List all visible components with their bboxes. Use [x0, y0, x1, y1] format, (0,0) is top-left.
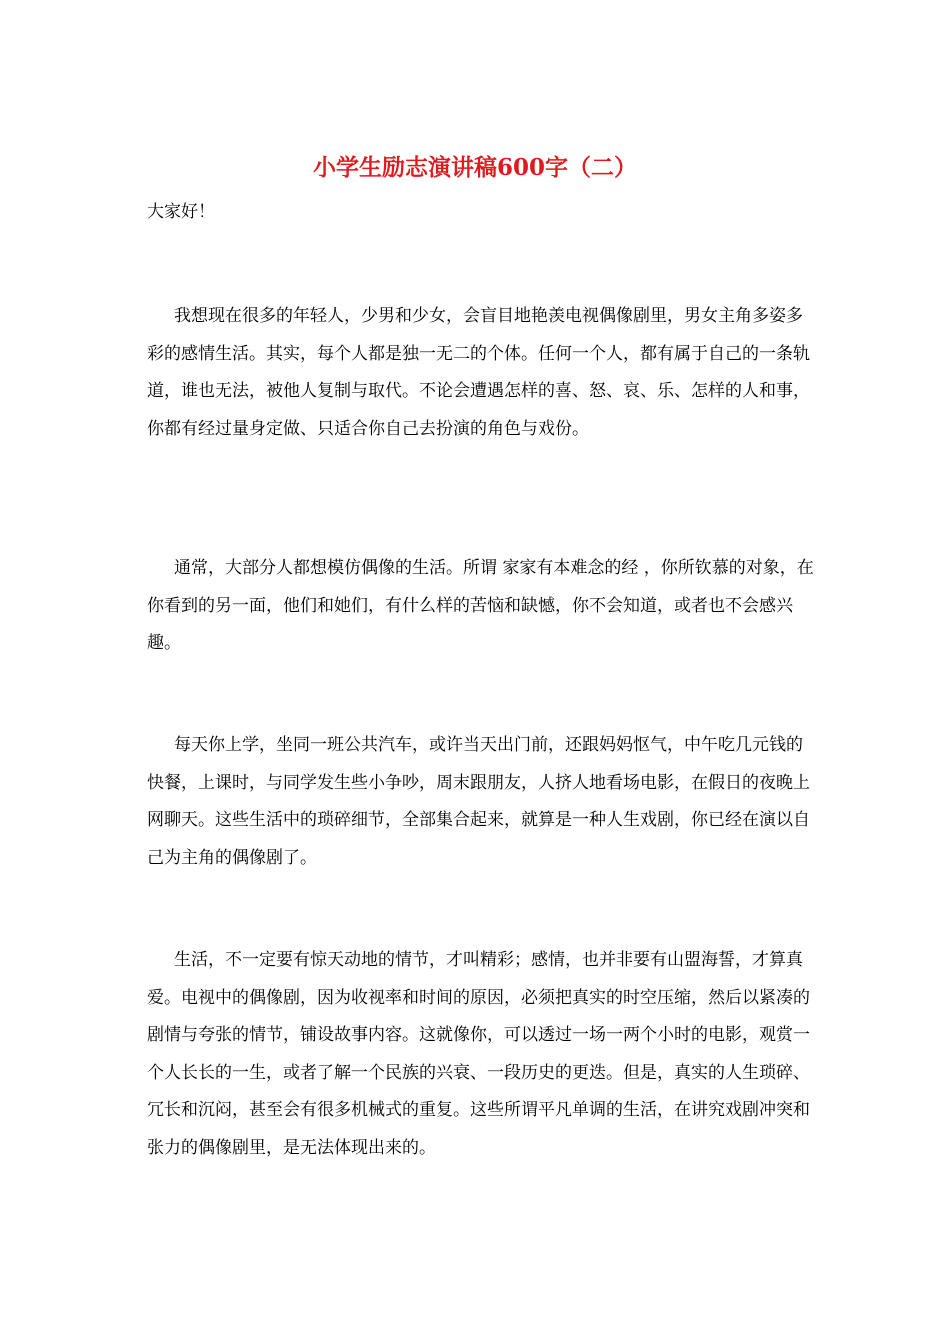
- paragraph-3: 每天你上学，坐同一班公共汽车，或许当天出门前，还跟妈妈怄气，中午吃几元钱的快餐，上课时，与同学发生些小争吵，周末跟朋友，人挤人地看场电影，在假日的夜晚上网聊天。这些生活中的琐碎细节，全部集合起来，就算是一种人生戏剧，你已经在演以自己为主角的偶像剧了。: [147, 735, 810, 868]
- paragraph-4: 生活，不一定要有惊天动地的情节，才叫精彩；感情，也并非要有山盟海誓，才算真爱。电视中的偶像剧，因为收视率和时间的原因，必须把真实的时空压缩，然后以紧凑的剧情与夸张的情节，铺设故事内容。这就像你，可以透过一场一两个小时的电影，观赏一个人长长的一生，或者了解一个民族的兴衰、一段历史的更迭。但是，真实的人生琐碎、冗长和沉闷，甚至会有很多机械式的重复。这些所谓平凡单调的生活，在讲究戏剧冲突和张力的偶像剧里，是无法体现出来的。: [147, 950, 810, 1158]
- document-title: 小学生励志演讲稿600字（二）: [312, 154, 637, 181]
- paragraph-1: 我想现在很多的年轻人，少男和少女，会盲目地艳羡电视偶像剧里，男女主角多姿多彩的感情生活。其实，每个人都是独一无二的个体。任何一个人，都有属于自己的一条轨道，谁也无法，被他人复制与取代。不论会遭遇怎样的喜、怒、哀、乐、怎样的人和事，你都有经过量身定做、只适合你自己去扮演的角色与戏份。: [147, 306, 810, 439]
- paragraph-2: 通常，大部分人都想模仿偶像的生活。所谓 家家有本难念的经 ，你所钦慕的对象，在你看到的另一面，他们和她们，有什么样的苦恼和缺憾，你不会知道，或者也不会感兴趣。: [147, 558, 814, 653]
- greeting-text: 大家好！: [147, 202, 215, 222]
